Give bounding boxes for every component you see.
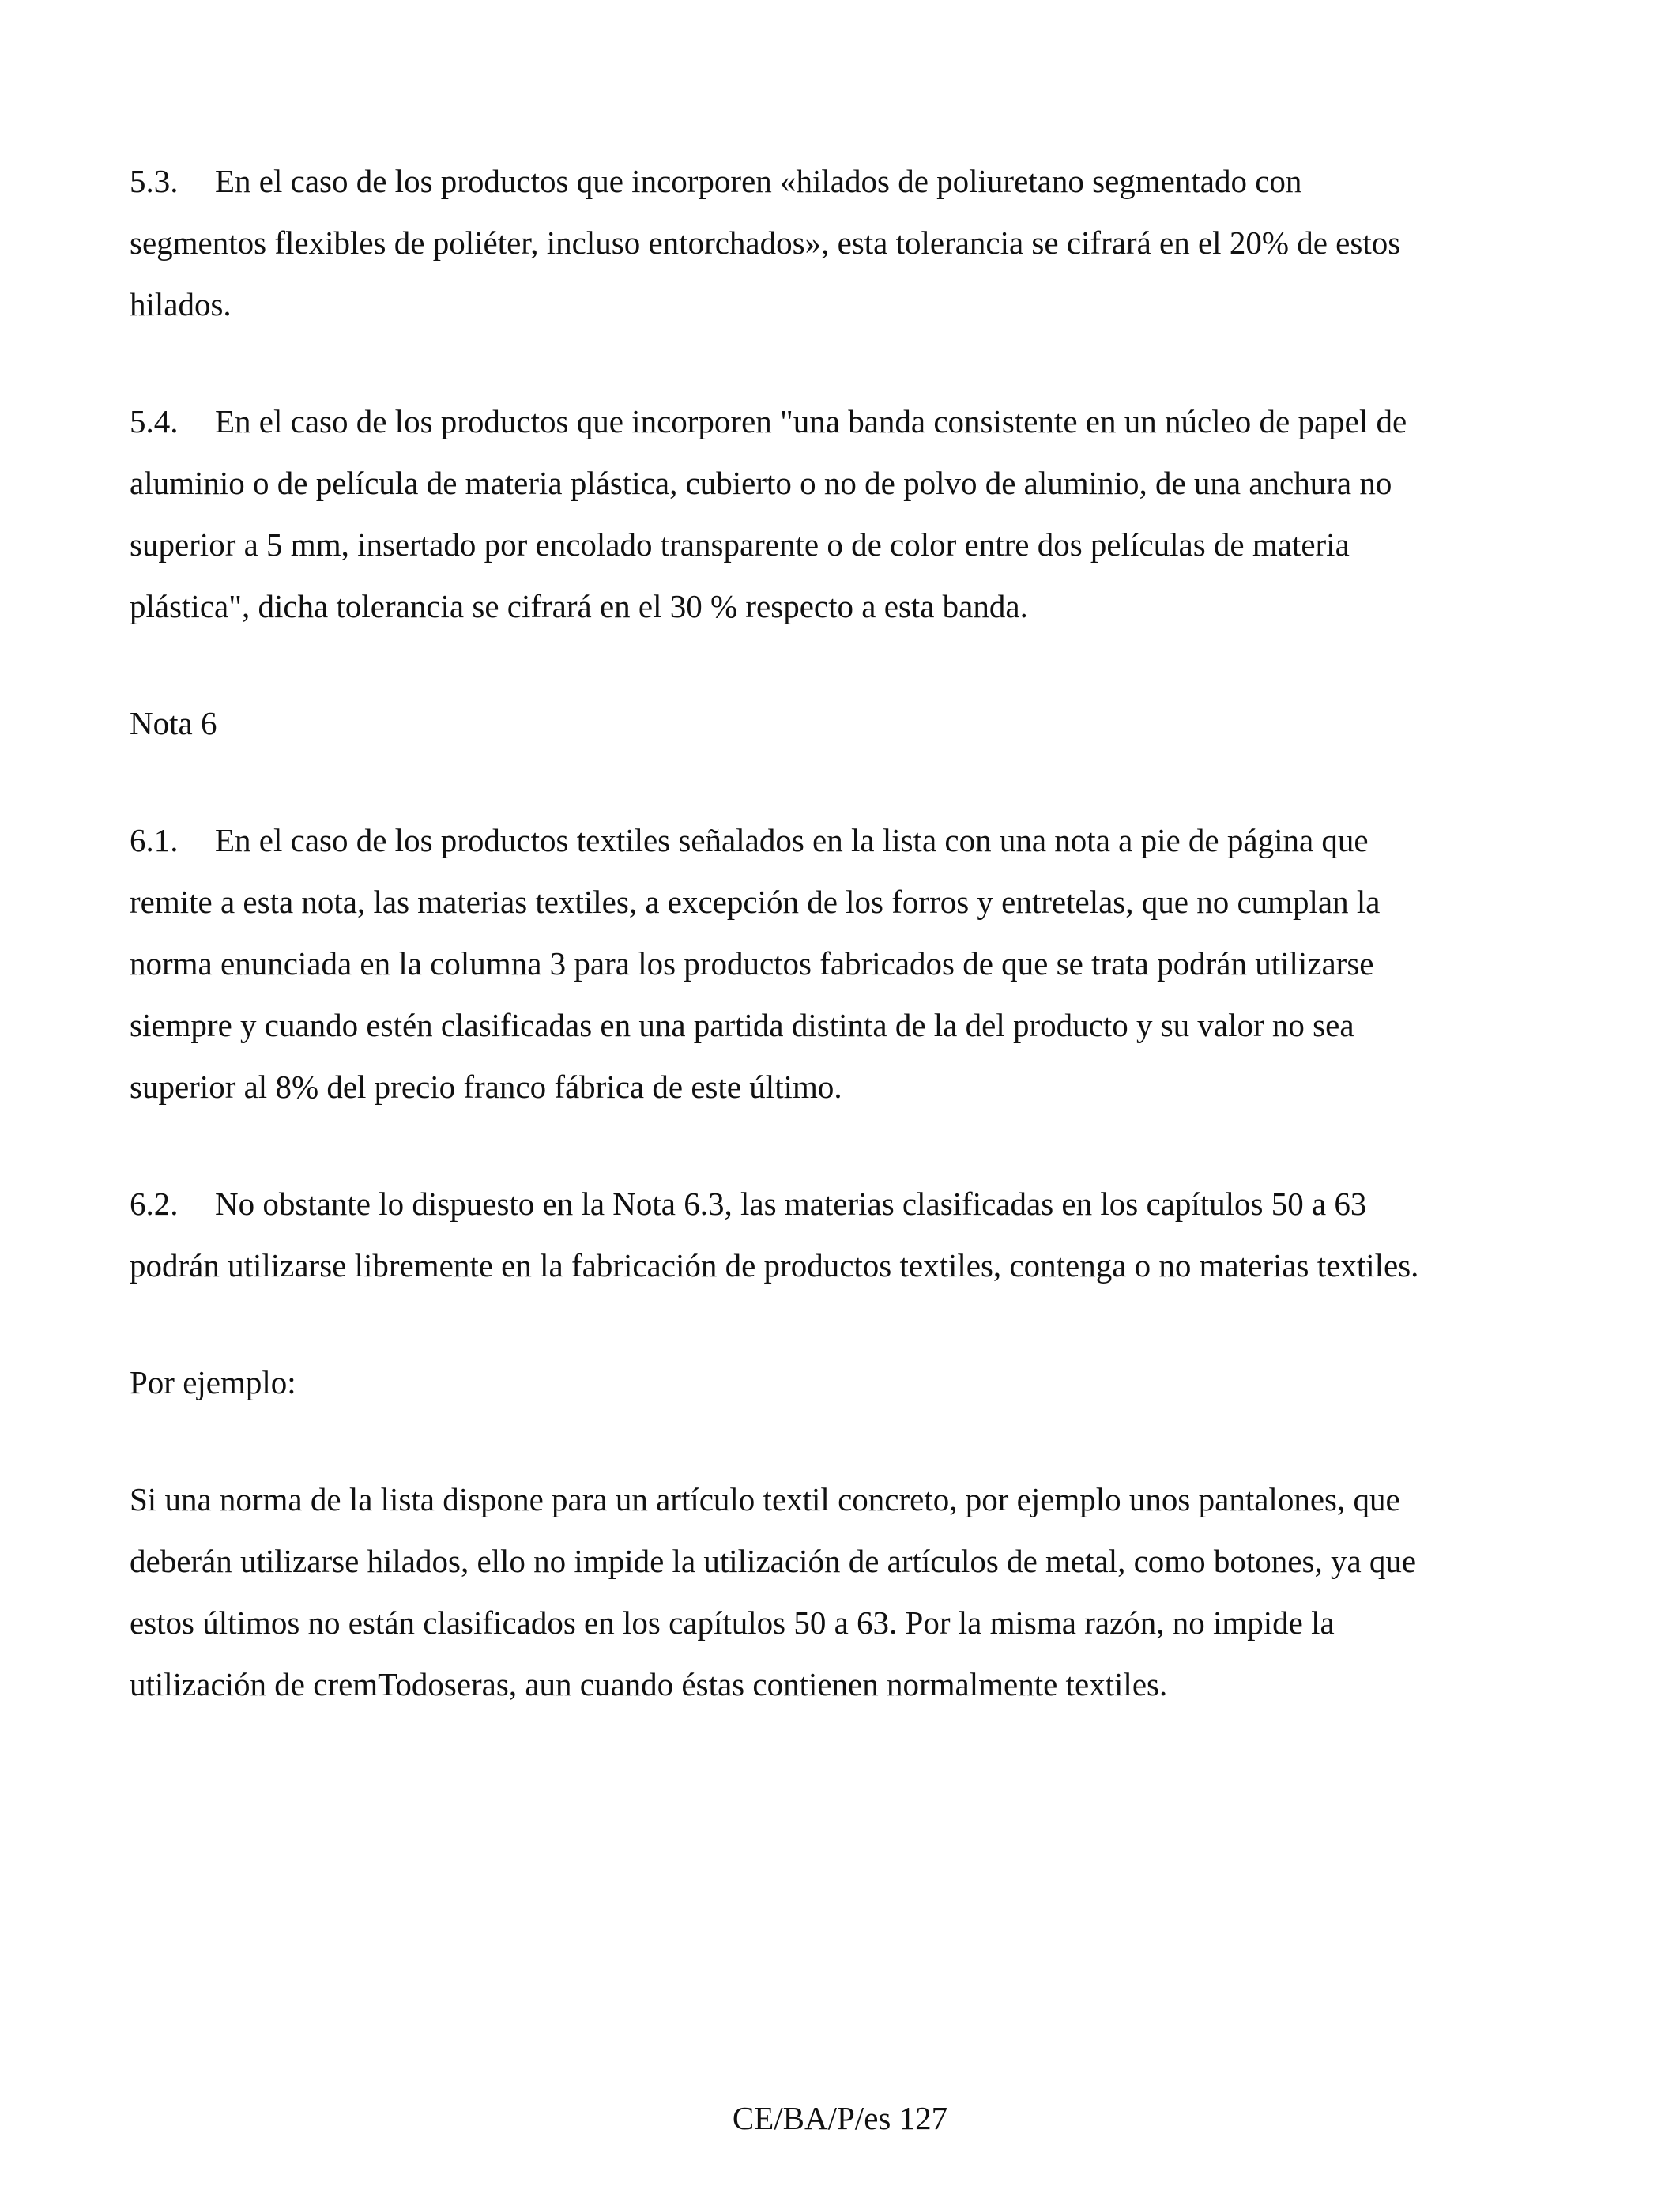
paragraph-line: superior a 5 mm, insertado por encolado transparente o de color entre dos películas de materia <box>130 526 1350 563</box>
paragraph-line: estos últimos no están clasificados en los capítulos 50 a 63. Por la misma razón, no impide la <box>130 1604 1335 1641</box>
paragraph-6-2 <box>130 1173 1568 1296</box>
document-body <box>130 150 1568 1770</box>
paragraph-line: segmentos flexibles de poliéter, incluso entorchados», esta tolerancia se cifrará en el 20% de estos <box>130 224 1401 261</box>
paragraph-line: No obstante lo dispuesto en la Nota 6.3, las materias clasificadas en los capítulos 50 a 63 <box>215 1186 1367 1222</box>
paragraph-line: Si una norma de la lista dispone para un artículo textil concreto, por ejemplo unos pantalones, que <box>130 1481 1400 1517</box>
paragraph-line: En el caso de los productos textiles señalados en la lista con una nota a pie de página que <box>215 822 1369 858</box>
paragraph-line: norma enunciada en la columna 3 para los productos fabricados de que se trata podrán utilizarse <box>130 945 1374 982</box>
paragraph-line: aluminio o de película de materia plástica, cubierto o no de polvo de aluminio, de una anchura no <box>130 465 1392 501</box>
paragraph-line: utilización de cremTodoseras, aun cuando éstas contienen normalmente textiles. <box>130 1666 1168 1702</box>
paragraph-number: 5.3. <box>130 163 179 199</box>
paragraph-5-4 <box>130 390 1568 637</box>
section-heading-nota-6 <box>130 692 1568 754</box>
paragraph-line: En el caso de los productos que incorporen «hilados de poliuretano segmentado con <box>215 163 1302 199</box>
paragraph-6-1 <box>130 809 1568 1118</box>
paragraph-number: 6.1. <box>130 822 179 858</box>
paragraph-line: remite a esta nota, las materias textiles, a excepción de los forros y entretelas, que no cumplan la <box>130 884 1381 920</box>
paragraph-number: 5.4. <box>130 403 179 439</box>
por-ejemplo-label <box>130 1351 1568 1413</box>
paragraph-line: hilados. <box>130 286 232 322</box>
paragraph-line: plástica", dicha tolerancia se cifrará en el 30 % respecto a esta banda. <box>130 588 1028 624</box>
paragraph-number: 6.2. <box>130 1186 179 1222</box>
paragraph-line: En el caso de los productos que incorporen "una banda consistente en un núcleo de papel de <box>215 403 1407 439</box>
page-footer-reference: CE/BA/P/es 127 <box>732 2100 948 2136</box>
paragraph-line: podrán utilizarse libremente en la fabricación de productos textiles, contenga o no materias textiles. <box>130 1247 1419 1284</box>
paragraph-example <box>130 1468 1568 1715</box>
paragraph-line: Por ejemplo: <box>130 1364 296 1400</box>
paragraph-line: superior al 8% del precio franco fábrica de este último. <box>130 1069 842 1105</box>
paragraph-5-3 <box>130 150 1568 335</box>
paragraph-line: deberán utilizarse hilados, ello no impide la utilización de artículos de metal, como botones, ya que <box>130 1543 1417 1579</box>
heading-text: Nota 6 <box>130 705 217 741</box>
paragraph-line: siempre y cuando estén clasificadas en una partida distinta de la del producto y su valor no sea <box>130 1007 1354 1043</box>
